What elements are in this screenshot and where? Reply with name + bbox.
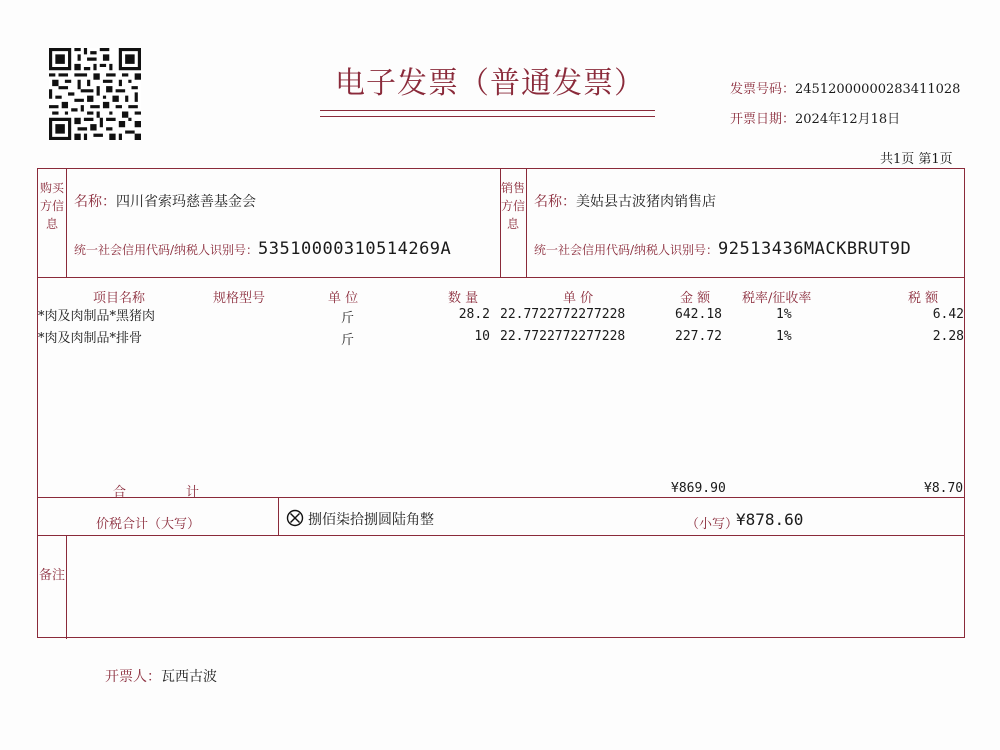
row-2-tax-rate: 1% bbox=[776, 329, 792, 344]
buyer-id: 53510000310514269A bbox=[258, 239, 452, 259]
circled-cross-icon bbox=[286, 509, 304, 527]
header-spec: 规格型号 bbox=[213, 291, 266, 306]
buyer-name: 四川省索玛慈善基金会 bbox=[116, 194, 256, 210]
issuer-label: 开票人： bbox=[105, 669, 161, 685]
header-quantity: 数 量 bbox=[448, 291, 479, 306]
party-section-divider bbox=[38, 277, 964, 278]
buyer-side-label: 购买方信息 bbox=[39, 181, 64, 231]
title-underline-top bbox=[320, 110, 655, 111]
title-underline-bottom bbox=[320, 116, 655, 117]
header-tax-rate: 税率/征收率 bbox=[742, 291, 812, 306]
grand-total-words-row bbox=[286, 509, 434, 529]
row-2-amount: 227.72 bbox=[675, 329, 722, 344]
row-1-unit: 斤 bbox=[341, 311, 355, 326]
qr-code bbox=[49, 48, 141, 140]
seller-label-divider bbox=[526, 169, 527, 277]
total-label: 合计 bbox=[113, 485, 260, 500]
header-item-name: 项目名称 bbox=[93, 291, 146, 306]
buyer-name-row bbox=[74, 191, 256, 211]
invoice-title: 电子发票（普通发票） bbox=[335, 66, 645, 101]
invoice-number-label: 发票号码： bbox=[730, 82, 796, 97]
invoice-date-label: 开票日期： bbox=[730, 112, 796, 127]
page-count: 共1页 第1页 bbox=[880, 152, 953, 167]
grand-total-small-label: （小写） bbox=[686, 517, 739, 532]
grand-total-small-value: ¥878.60 bbox=[736, 510, 804, 529]
row-2-unit: 斤 bbox=[341, 333, 355, 348]
row-2-unit-price: 22.7722772277228 bbox=[500, 329, 626, 344]
header-unit-price: 单 价 bbox=[563, 291, 594, 306]
buyer-id-row bbox=[74, 239, 451, 259]
invoice-date-row bbox=[730, 108, 900, 127]
row-1-amount: 642.18 bbox=[675, 307, 722, 322]
row-1-tax-rate: 1% bbox=[776, 307, 792, 322]
grand-total-divider bbox=[38, 535, 964, 536]
invoice-number: 24512000000283411028 bbox=[795, 82, 961, 97]
seller-name-label: 名称： bbox=[534, 194, 576, 210]
total-tax: ¥8.70 bbox=[924, 481, 964, 496]
invoice-date: 2024年12月18日 bbox=[795, 112, 901, 127]
invoice-frame bbox=[37, 168, 965, 638]
seller-name: 美姑县古波猪肉销售店 bbox=[576, 194, 716, 210]
remarks-label-divider bbox=[66, 535, 67, 639]
grand-total-words: 捌佰柒拾捌圆陆角整 bbox=[308, 512, 434, 528]
row-1-quantity: 28.2 bbox=[458, 307, 490, 322]
row-1-item: *肉及肉制品*黑猪肉 bbox=[38, 309, 156, 324]
row-2-quantity: 10 bbox=[474, 329, 490, 344]
header-amount: 金 额 bbox=[680, 291, 711, 306]
grand-total-label: 价税合计（大写） bbox=[96, 517, 201, 532]
issuer-name: 瓦西古波 bbox=[161, 669, 217, 685]
buyer-name-label: 名称： bbox=[74, 194, 116, 210]
header-unit: 单 位 bbox=[328, 291, 359, 306]
grand-total-divider-vertical bbox=[278, 497, 279, 535]
total-amount: ¥869.90 bbox=[671, 481, 726, 496]
buyer-id-label: 统一社会信用代码/纳税人识别号： bbox=[74, 243, 259, 257]
seller-name-row bbox=[534, 191, 716, 211]
remarks-side-label: 备注 bbox=[38, 568, 65, 583]
row-2-item: *肉及肉制品*排骨 bbox=[38, 331, 143, 346]
invoice-number-row bbox=[730, 78, 960, 97]
header-tax: 税 额 bbox=[908, 291, 939, 306]
seller-id: 92513436MACKBRUT9D bbox=[718, 239, 912, 259]
seller-id-row bbox=[534, 239, 911, 259]
buyer-label-divider bbox=[66, 169, 67, 277]
issuer-row bbox=[105, 666, 217, 686]
seller-id-label: 统一社会信用代码/纳税人识别号： bbox=[534, 243, 719, 257]
row-1-unit-price: 22.7722772277228 bbox=[500, 307, 626, 322]
seller-side-label: 销售方信息 bbox=[500, 181, 525, 231]
row-2-tax: 2.28 bbox=[932, 329, 964, 344]
row-1-tax: 6.42 bbox=[932, 307, 964, 322]
